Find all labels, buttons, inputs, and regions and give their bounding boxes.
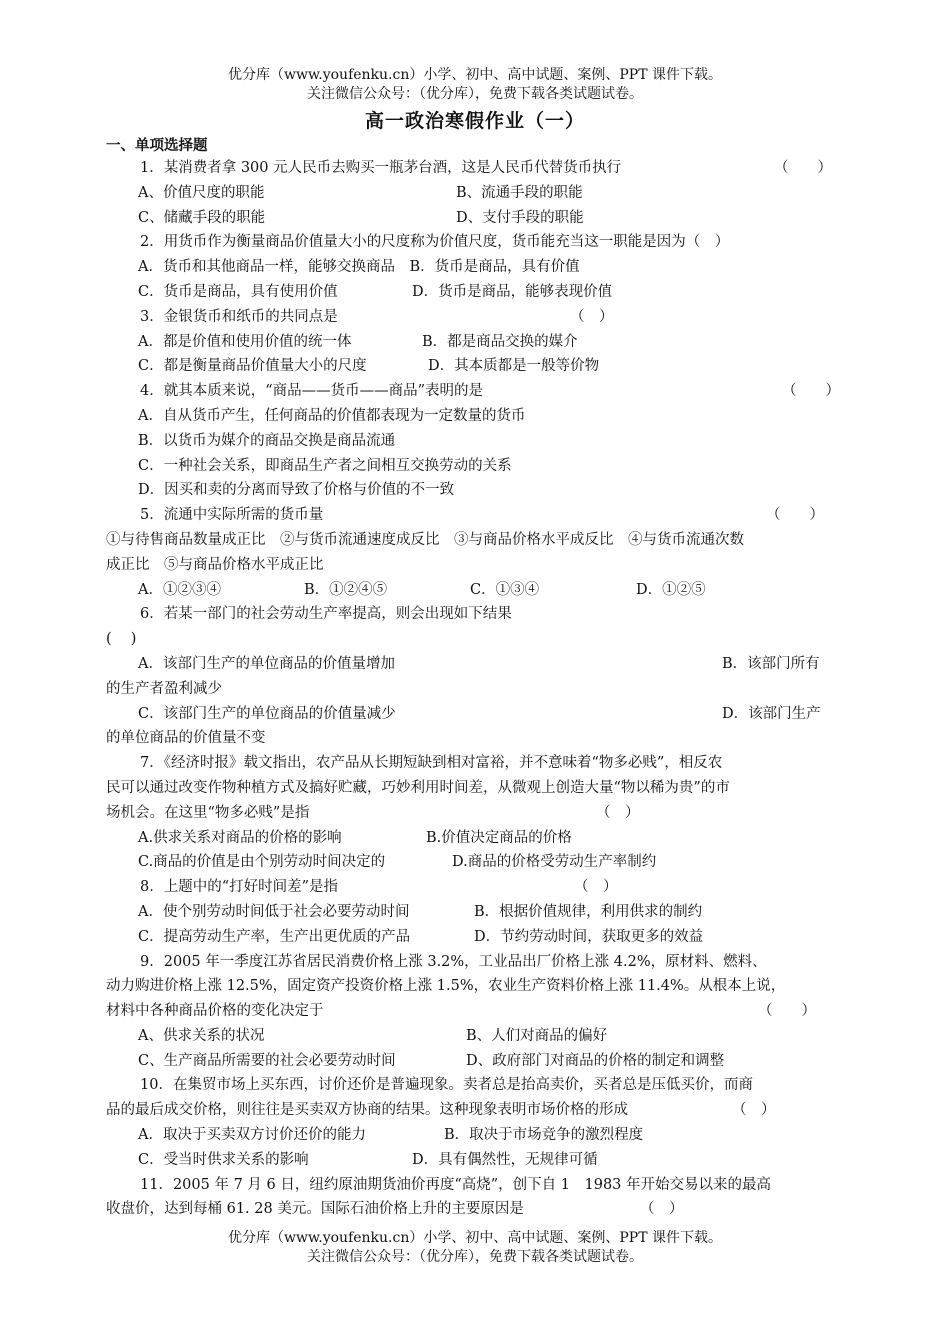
- question-6: [106, 602, 852, 627]
- options-row: [106, 652, 852, 677]
- page-footer: [0, 1229, 950, 1267]
- section-heading: 一、单项选择题: [106, 137, 208, 154]
- question-10: 10．在集贸市场上买东西，讨价还价是普遍现象。卖者总是抬高卖价，买者总是压低买价，而商: [140, 1077, 753, 1094]
- option-b: B．以货币为媒介的商品交换是商品流通: [138, 432, 396, 449]
- option-c: C．受当时供求关系的影响: [138, 1151, 309, 1168]
- option-a: A．都是价值和使用价值的统一体: [138, 333, 352, 350]
- option-b-cont: 的生产者盈利减少: [106, 680, 222, 697]
- answer-bracket: （ ）: [758, 1003, 816, 1020]
- answer-bracket: （ ）: [596, 804, 640, 821]
- options-row: [106, 330, 852, 355]
- option-d: D、政府部门对商品的价格的制定和调整: [466, 1052, 725, 1069]
- option-c: C、生产商品所需要的社会必要劳动时间: [138, 1052, 396, 1069]
- header-line-2: 关注微信公众号：（优分库），免费下载各类试题试卷。: [307, 86, 643, 102]
- options-row: [106, 850, 852, 875]
- question-3: [106, 305, 852, 330]
- question-2: [106, 230, 852, 255]
- options-row: [106, 181, 852, 206]
- option-a: A．自从货币产生，任何商品的价值都表现为一定数量的货币: [138, 407, 526, 424]
- option-c: C．一种社会关系，即商品生产者之间相互交换劳动的关系: [138, 457, 512, 474]
- footer-line-1: 优分库（www.youfenku.cn）小学、初中、高中试题、案例、PPT 课件下载。: [227, 1230, 722, 1246]
- options-row: [106, 900, 852, 925]
- question-7-cont: 场机会。在这里“物多必贱”是指 （ ）: [106, 801, 852, 826]
- option-b: B、人们对商品的偏好: [466, 1027, 608, 1044]
- option-b: B．根据价值规律，利用供求的制约: [474, 903, 703, 920]
- question-stem: 3．金银货币和纸币的共同点是: [140, 308, 338, 325]
- option-c: C．货币是商品，具有使用价值: [138, 283, 338, 300]
- answer-bracket: （ ）: [640, 1201, 684, 1218]
- option-a: A．该部门生产的单位商品的价值量增加: [138, 655, 395, 672]
- question-stem: 6．若某一部门的社会劳动生产率提高，则会出现如下结果: [140, 606, 512, 623]
- options-row: [106, 826, 852, 851]
- options-row: [106, 578, 852, 603]
- question-8: [106, 875, 852, 900]
- page-title: 高一政治寒假作业（一）: [364, 110, 585, 132]
- question-10-cont: 品的最后成交价格，则往往是买卖双方协商的结果。这种现象表明市场价格的形成 （ ）: [106, 1098, 852, 1123]
- option-b: B．该部门所有: [722, 655, 820, 672]
- question-5: [106, 503, 852, 528]
- option-b: B．都是商品交换的媒介: [422, 333, 578, 350]
- option-a: A．取决于买卖双方讨价还价的能力: [138, 1127, 366, 1144]
- option-c: C．都是衡量商品价值量大小的尺度: [138, 358, 367, 375]
- option-d: D．该部门生产: [722, 705, 821, 722]
- question-7-cont: 民可以通过改变作物种植方式及搞好贮藏，巧妙利用时间差，从微观上创造大量“物以稀为贵”的市: [106, 779, 730, 796]
- answer-bracket: （ ）: [774, 160, 832, 176]
- option-d: D．因买和卖的分离而导致了价格与价值的不一致: [138, 482, 455, 499]
- question-7: 7．《经济时报》载文指出，农产品从长期短缺到相对富裕，并不意味着“物多必贱”，相反农: [140, 755, 723, 772]
- options-row: [106, 255, 852, 280]
- answer-bracket: （ ）: [732, 1102, 776, 1119]
- question-11-cont: 收盘价，达到每桶 61. 28 美元。国际石油价格上升的主要原因是 （ ）: [106, 1197, 852, 1222]
- statement-items-cont: 成正比 ⑤与商品价格水平成正比: [106, 556, 324, 573]
- answer-bracket: （ ）: [782, 383, 840, 400]
- option-a: A.供求关系对商品的价格的影响: [138, 829, 342, 846]
- option-a: A．①②③④: [138, 581, 221, 598]
- option-d-cont: 的单位商品的价值量不变: [106, 730, 266, 747]
- options-row: [106, 1123, 852, 1148]
- option-d: D、支付手段的职能: [456, 209, 584, 226]
- options-row: [106, 702, 852, 727]
- footer-line-2: 关注微信公众号：（优分库），免费下载各类试题试卷。: [307, 1249, 643, 1265]
- option-d: D．节约劳动时间，获取更多的效益: [474, 928, 704, 945]
- options-row: [106, 280, 852, 305]
- option-d: D．①②⑤: [636, 581, 706, 598]
- option-c: C．该部门生产的单位商品的价值量减少: [138, 705, 396, 722]
- option-c: C．①③④: [470, 581, 540, 598]
- option-c: C．提高劳动生产率，生产出更优质的产品: [138, 928, 411, 945]
- option-c: C、储藏手段的职能: [138, 209, 266, 226]
- answer-bracket: ( ): [106, 631, 137, 648]
- options-row: [106, 1024, 852, 1049]
- option-ab: A．货币和其他商品一样，能够交换商品 B．货币是商品，具有价值: [138, 259, 580, 276]
- question-list: [106, 156, 852, 1222]
- options-row: [106, 354, 852, 379]
- header-line-1: 优分库（www.youfenku.cn）小学、初中、高中试题、案例、PPT 课件下载。: [227, 67, 722, 83]
- options-row: [106, 925, 852, 950]
- question-stem: 2．用货币作为衡量商品价值量大小的尺度称为价值尺度，货币能充当这一职能是因为（ ）: [140, 234, 730, 251]
- question-stem: 1．某消费者拿 300 元人民币去购买一瓶茅台酒，这是人民币代替货币执行: [140, 160, 622, 176]
- option-b: B、流通手段的职能: [456, 184, 583, 201]
- question-9: 9．2005 年一季度江苏省居民消费价格上涨 3.2%，工业品出厂价格上涨 4.2%，原材料、燃料、: [140, 953, 767, 970]
- option-a: A、供求关系的状况: [138, 1027, 265, 1044]
- question-9-cont: 材料中各种商品价格的变化决定于 （ ）: [106, 999, 852, 1024]
- option-d: D．其本质都是一般等价物: [428, 358, 600, 375]
- question-stem: 4．就其本质来说，“商品——货币——商品”表明的是: [140, 383, 484, 400]
- question-stem: 8．上题中的“打好时间差”是指: [140, 879, 339, 896]
- options-row: [106, 1049, 852, 1074]
- page-header: [0, 66, 950, 104]
- option-a: A、价值尺度的职能: [138, 184, 265, 201]
- options-row: [106, 1148, 852, 1173]
- question-9-cont: 动力购进价格上涨 12.5%，固定资产投资价格上涨 1.5%，农业生产资料价格上涨 11.4%。从根本上说，: [106, 978, 786, 995]
- option-d: D.商品的价格受劳动生产率制约: [452, 854, 657, 871]
- question-11: 11．2005 年 7 月 6 日，纽约原油期货油价再度“高烧”，创下自 1 1983 年开始交易以来的最高: [140, 1176, 772, 1193]
- question-1: [106, 156, 852, 181]
- option-a: A．使个别劳动时间低于社会必要劳动时间: [138, 903, 410, 920]
- option-b: B．取决于市场竞争的激烈程度: [444, 1127, 644, 1144]
- answer-bracket: （ ）: [766, 507, 824, 524]
- statement-items: ①与待售商品数量成正比 ②与货币流通速度成反比 ③与商品价格水平成反比 ④与货币流通次数: [106, 531, 744, 548]
- question-4: [106, 379, 852, 404]
- answer-bracket: （ ）: [574, 879, 618, 896]
- option-d: D．具有偶然性，无规律可循: [412, 1151, 598, 1168]
- options-row: [106, 206, 852, 231]
- option-b: B．①②④⑤: [304, 581, 388, 598]
- question-stem: 5．流通中实际所需的货币量: [140, 507, 324, 524]
- answer-bracket: （ ）: [570, 308, 614, 325]
- option-d: D．货币是商品，能够表现价值: [412, 283, 613, 300]
- option-b: B.价值决定商品的价格: [426, 829, 572, 846]
- option-c: C.商品的价值是由个别劳动时间决定的: [138, 854, 386, 871]
